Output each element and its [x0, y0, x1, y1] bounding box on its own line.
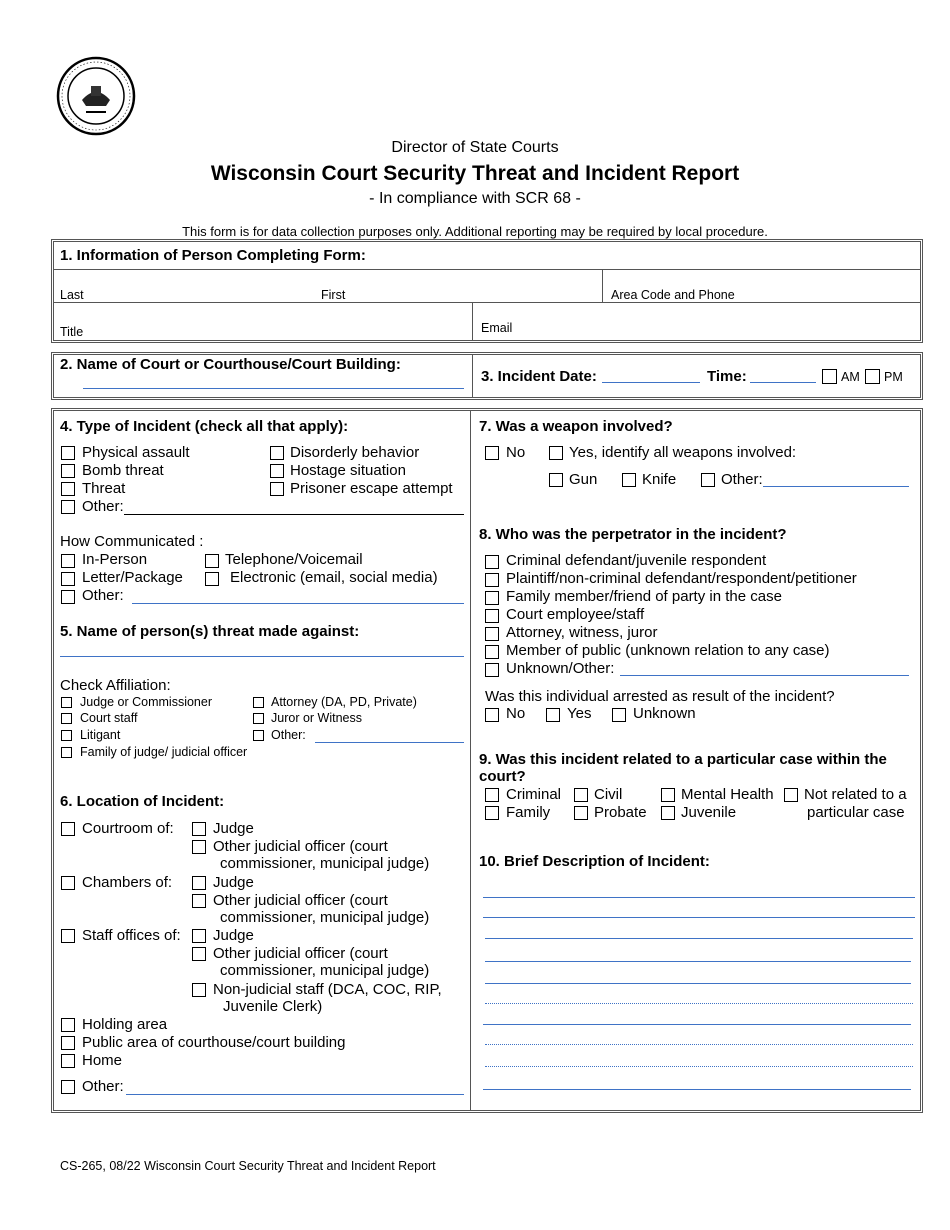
- court-staff-checkbox[interactable]: [61, 713, 72, 724]
- affiliation-other-checkbox[interactable]: [253, 730, 264, 741]
- threat-checkbox[interactable]: [61, 482, 75, 496]
- telephone-checkbox[interactable]: [205, 554, 219, 568]
- hostage-situation-checkbox[interactable]: [270, 464, 284, 478]
- incident-other-checkbox[interactable]: [61, 500, 75, 514]
- disorderly-behavior-checkbox[interactable]: [270, 446, 284, 460]
- juror-witness-label: Juror or Witness: [271, 711, 362, 725]
- juror-witness-checkbox[interactable]: [253, 713, 264, 724]
- threat-target-input[interactable]: [60, 656, 464, 657]
- arrest-unknown-label: Unknown: [633, 705, 696, 722]
- location-other-input[interactable]: [126, 1094, 464, 1095]
- section-4-heading: 4. Type of Incident (check all that apply):: [60, 418, 349, 435]
- case-family-checkbox[interactable]: [485, 806, 499, 820]
- incident-time-label: Time:: [707, 368, 747, 385]
- weapon-no-label: No: [506, 444, 526, 461]
- section-7-heading: 7. Was a weapon involved?: [479, 418, 673, 435]
- chambers-judge-label: Judge: [213, 874, 254, 891]
- case-probate-checkbox[interactable]: [574, 806, 588, 820]
- attorney-witness-label: Attorney, witness, juror: [506, 624, 658, 641]
- prisoner-escape-label: Prisoner escape attempt: [290, 480, 453, 497]
- page-subtitle: - In compliance with SCR 68 -: [369, 190, 581, 207]
- arrest-question: Was this individual arrested as result of the incident?: [485, 688, 835, 705]
- court-employee-checkbox[interactable]: [485, 609, 499, 623]
- weapon-yes-label: Yes, identify all weapons involved:: [569, 444, 797, 461]
- title-field[interactable]: Title: [60, 325, 84, 339]
- electronic-checkbox[interactable]: [205, 572, 219, 586]
- staff-other-judicial-label: Other judicial officer (court: [213, 945, 388, 962]
- member-public-label: Member of public (unknown relation to any case): [506, 642, 830, 659]
- chambers-other-judicial-label: Other judicial officer (court: [213, 892, 388, 909]
- attorney-checkbox[interactable]: [253, 697, 264, 708]
- section-1-heading: 1. Information of Person Completing Form:: [60, 247, 366, 264]
- arrest-yes-label: Yes: [567, 705, 592, 722]
- arrest-no-checkbox[interactable]: [485, 708, 499, 722]
- weapon-other-input[interactable]: [763, 486, 909, 487]
- courtroom-judge-label: Judge: [213, 820, 254, 837]
- case-civil-checkbox[interactable]: [574, 788, 588, 802]
- case-mental-health-checkbox[interactable]: [661, 788, 675, 802]
- courtroom-other-judicial-label: Other judicial officer (court: [213, 838, 388, 855]
- description-line[interactable]: [485, 1003, 913, 1004]
- courtroom-checkbox[interactable]: [61, 822, 75, 836]
- nonjudicial-staff-label: Non-judicial staff (DCA, COC, RIP,: [213, 981, 442, 998]
- weapon-other-label: Other:: [721, 471, 763, 488]
- case-juvenile-checkbox[interactable]: [661, 806, 675, 820]
- description-line[interactable]: [485, 938, 913, 939]
- litigant-checkbox[interactable]: [61, 730, 72, 741]
- public-area-label: Public area of courthouse/court building: [82, 1034, 346, 1051]
- first-name-field[interactable]: First: [321, 288, 346, 302]
- disorderly-behavior-label: Disorderly behavior: [290, 444, 420, 461]
- weapon-yes-checkbox[interactable]: [549, 446, 563, 460]
- gun-label: Gun: [569, 471, 598, 488]
- location-other-checkbox[interactable]: [61, 1080, 75, 1094]
- chambers-other-judicial-checkbox[interactable]: [192, 894, 206, 908]
- chambers-judge-checkbox[interactable]: [192, 876, 206, 890]
- hostage-situation-label: Hostage situation: [290, 462, 406, 479]
- letter-package-checkbox[interactable]: [61, 572, 75, 586]
- description-line[interactable]: [483, 917, 915, 918]
- phone-field[interactable]: Area Code and Phone: [611, 288, 735, 302]
- court-seal: [56, 56, 136, 136]
- how-other-input[interactable]: [132, 603, 464, 604]
- prisoner-escape-checkbox[interactable]: [270, 482, 284, 496]
- home-label: Home: [82, 1052, 123, 1069]
- case-civil-label: Civil: [594, 786, 623, 803]
- staff-other-judicial-checkbox[interactable]: [192, 947, 206, 961]
- courtroom-label: Courtroom of:: [82, 820, 174, 837]
- chambers-checkbox[interactable]: [61, 876, 75, 890]
- description-line[interactable]: [485, 1066, 913, 1067]
- courtroom-other-judicial-checkbox[interactable]: [192, 840, 206, 854]
- criminal-defendant-checkbox[interactable]: [485, 555, 499, 569]
- holding-area-label: Holding area: [82, 1016, 168, 1033]
- case-not-related-label-2: particular case: [807, 804, 905, 821]
- case-not-related-label: Not related to a: [804, 786, 907, 803]
- how-other-label: Other:: [82, 587, 124, 604]
- courtroom-judge-checkbox[interactable]: [192, 822, 206, 836]
- member-public-checkbox[interactable]: [485, 645, 499, 659]
- family-judge-checkbox[interactable]: [61, 747, 72, 758]
- electronic-label: Electronic (email, social media): [230, 569, 438, 586]
- public-area-checkbox[interactable]: [61, 1036, 75, 1050]
- court-name-input[interactable]: [83, 388, 464, 389]
- staff-offices-label: Staff offices of:: [82, 927, 181, 944]
- affiliation-other-label: Other:: [271, 728, 306, 742]
- plaintiff-label: Plaintiff/non-criminal defendant/respondent/petitioner: [506, 570, 857, 587]
- courtroom-other-judicial-label-2: commissioner, municipal judge): [220, 855, 430, 872]
- case-criminal-label: Criminal: [506, 786, 562, 803]
- family-member-checkbox[interactable]: [485, 591, 499, 605]
- litigant-label: Litigant: [80, 728, 121, 742]
- nonjudicial-staff-checkbox[interactable]: [192, 983, 206, 997]
- telephone-label: Telephone/Voicemail: [225, 551, 363, 568]
- threat-label: Threat: [82, 480, 126, 497]
- description-line[interactable]: [483, 897, 915, 898]
- case-not-related-checkbox[interactable]: [784, 788, 798, 802]
- arrest-unknown-checkbox[interactable]: [612, 708, 626, 722]
- family-judge-label: Family of judge/ judicial officer: [80, 745, 248, 759]
- family-member-label: Family member/friend of party in the case: [506, 588, 782, 605]
- description-line[interactable]: [485, 961, 911, 962]
- physical-assault-checkbox[interactable]: [61, 446, 75, 460]
- case-criminal-checkbox[interactable]: [485, 788, 499, 802]
- staff-other-judicial-label-2: commissioner, municipal judge): [220, 962, 430, 979]
- section-10-heading: 10. Brief Description of Incident:: [479, 853, 710, 870]
- how-communicated-label: How Communicated :: [60, 533, 204, 550]
- case-mental-health-label: Mental Health: [681, 786, 774, 803]
- location-other-label: Other:: [82, 1078, 124, 1095]
- page-title: Wisconsin Court Security Threat and Incident Report: [210, 162, 740, 185]
- arrest-yes-checkbox[interactable]: [546, 708, 560, 722]
- attorney-witness-checkbox[interactable]: [485, 627, 499, 641]
- staff-judge-label: Judge: [213, 927, 254, 944]
- case-probate-label: Probate: [594, 804, 647, 821]
- physical-assault-label: Physical assault: [82, 444, 190, 461]
- case-family-label: Family: [506, 804, 551, 821]
- plaintiff-checkbox[interactable]: [485, 573, 499, 587]
- pm-checkbox[interactable]: [865, 369, 880, 384]
- am-label: AM: [841, 370, 860, 384]
- case-juvenile-label: Juvenile: [681, 804, 737, 821]
- section-8-heading: 8. Who was the perpetrator in the incident?: [479, 526, 787, 543]
- incident-other-label: Other:: [82, 498, 124, 515]
- form-footer: CS-265, 08/22 Wisconsin Court Security Threat and Incident Report: [60, 1159, 436, 1173]
- judge-commissioner-checkbox[interactable]: [61, 697, 72, 708]
- email-field[interactable]: Email: [481, 321, 513, 335]
- arrest-no-label: No: [506, 705, 526, 722]
- judge-commissioner-label: Judge or Commissioner: [80, 695, 212, 709]
- holding-area-checkbox[interactable]: [61, 1018, 75, 1032]
- staff-offices-checkbox[interactable]: [61, 929, 75, 943]
- criminal-defendant-label: Criminal defendant/juvenile respondent: [506, 552, 767, 569]
- section-9-heading: 9. Was this incident related to a particular case within the: [479, 751, 887, 768]
- how-other-checkbox[interactable]: [61, 590, 75, 604]
- am-checkbox[interactable]: [822, 369, 837, 384]
- incident-date-input[interactable]: [602, 382, 700, 383]
- chambers-label: Chambers of:: [82, 874, 173, 891]
- letter-package-label: Letter/Package: [82, 569, 183, 586]
- description-line[interactable]: [485, 983, 911, 984]
- chambers-other-judicial-label-2: commissioner, municipal judge): [220, 909, 430, 926]
- description-line[interactable]: [483, 1024, 911, 1025]
- perpetrator-other-label: Unknown/Other:: [506, 660, 615, 677]
- attorney-label: Attorney (DA, PD, Private): [271, 695, 417, 709]
- home-checkbox[interactable]: [61, 1054, 75, 1068]
- perpetrator-other-input[interactable]: [620, 675, 909, 676]
- court-employee-label: Court employee/staff: [506, 606, 645, 623]
- weapon-other-checkbox[interactable]: [701, 473, 715, 487]
- nonjudicial-staff-label-2: Juvenile Clerk): [223, 998, 323, 1015]
- check-affiliation-label: Check Affiliation:: [60, 677, 171, 694]
- affiliation-other-input[interactable]: [315, 742, 464, 743]
- knife-label: Knife: [642, 471, 677, 488]
- form-notice: This form is for data collection purposes only. Additional reporting may be required by local procedure.: [182, 224, 768, 239]
- last-name-field[interactable]: Last: [60, 288, 84, 302]
- section-2-heading: 2. Name of Court or Courthouse/Court Building:: [60, 356, 401, 373]
- knife-checkbox[interactable]: [622, 473, 636, 487]
- section-9-heading-2: court?: [479, 768, 526, 785]
- gun-checkbox[interactable]: [549, 473, 563, 487]
- section-6-heading: 6. Location of Incident:: [60, 793, 225, 810]
- description-line[interactable]: [485, 1044, 913, 1045]
- bomb-threat-label: Bomb threat: [82, 462, 164, 479]
- weapon-no-checkbox[interactable]: [485, 446, 499, 460]
- org-name: Director of State Courts: [391, 139, 559, 156]
- perpetrator-other-checkbox[interactable]: [485, 663, 499, 677]
- section-5-heading: 5. Name of person(s) threat made against:: [60, 623, 360, 640]
- staff-judge-checkbox[interactable]: [192, 929, 206, 943]
- incident-date-label: 3. Incident Date:: [481, 368, 597, 385]
- in-person-checkbox[interactable]: [61, 554, 75, 568]
- court-staff-label: Court staff: [80, 711, 138, 725]
- incident-other-input[interactable]: [124, 514, 464, 515]
- incident-time-input[interactable]: [750, 382, 816, 383]
- bomb-threat-checkbox[interactable]: [61, 464, 75, 478]
- pm-label: PM: [884, 370, 903, 384]
- description-line[interactable]: [483, 1089, 911, 1090]
- in-person-label: In-Person: [82, 551, 148, 568]
